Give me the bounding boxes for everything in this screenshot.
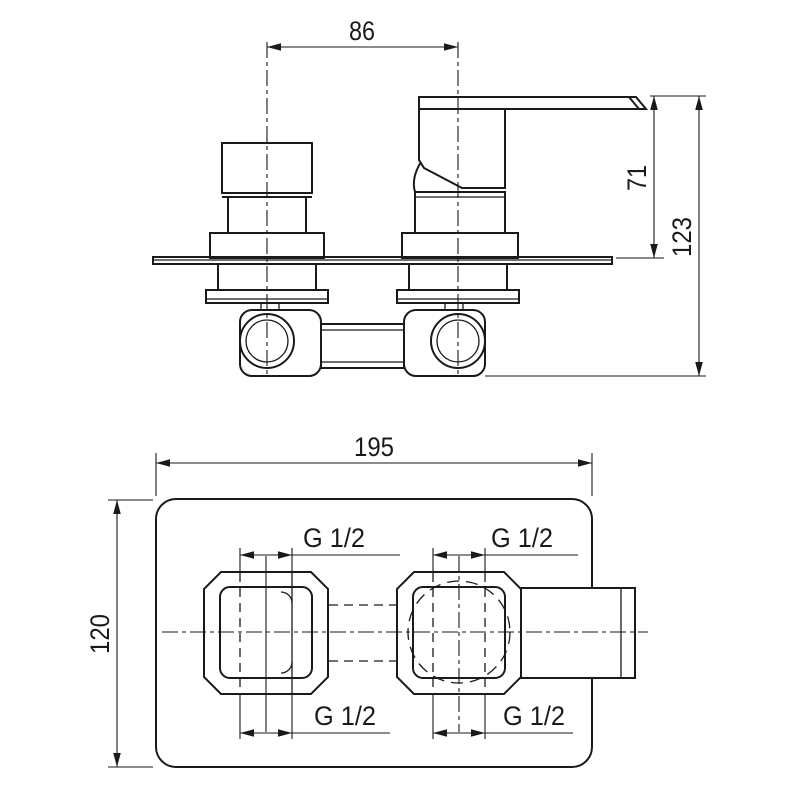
dimension-arrow (695, 96, 703, 110)
dimension-123-label: 123 (667, 211, 697, 257)
dimension-120 (85, 500, 153, 767)
cartridge-neck-right (415, 192, 505, 233)
top-view-side-elevation (153, 16, 706, 376)
dimension-86 (267, 16, 458, 51)
dimension-arrow (156, 459, 170, 467)
lever-handle-blade (419, 97, 646, 109)
dimension-71-label: 71 (622, 160, 652, 191)
thread-label-top-right: G 1/2 (491, 523, 553, 553)
dimension-arrow (578, 459, 592, 467)
dimension-arrow (267, 43, 281, 51)
dimension-195-label: 195 (354, 432, 394, 462)
dimension-arrow (650, 244, 658, 258)
dimension-195 (156, 432, 592, 496)
thread-label-bottom-right: G 1/2 (503, 701, 565, 731)
lever-handle-body (419, 109, 505, 188)
thread-label-top-left: G 1/2 (303, 523, 365, 553)
dimension-arrow (444, 43, 458, 51)
dimension-86-label: 86 (349, 16, 375, 46)
dimension-arrow (113, 753, 121, 767)
handle-front-view (521, 588, 635, 678)
thread-label-bottom-left: G 1/2 (314, 701, 376, 731)
bottom-view-front (85, 432, 648, 767)
dimension-arrow (113, 500, 121, 514)
escutcheon-flange-right (402, 233, 518, 258)
dimension-arrow (695, 362, 703, 376)
in-wall-valve-body (206, 264, 519, 376)
dimension-arrow (650, 96, 658, 110)
lever-handle (402, 97, 646, 258)
handle-front-rect (521, 588, 635, 678)
dimension-120-label: 120 (85, 608, 115, 654)
